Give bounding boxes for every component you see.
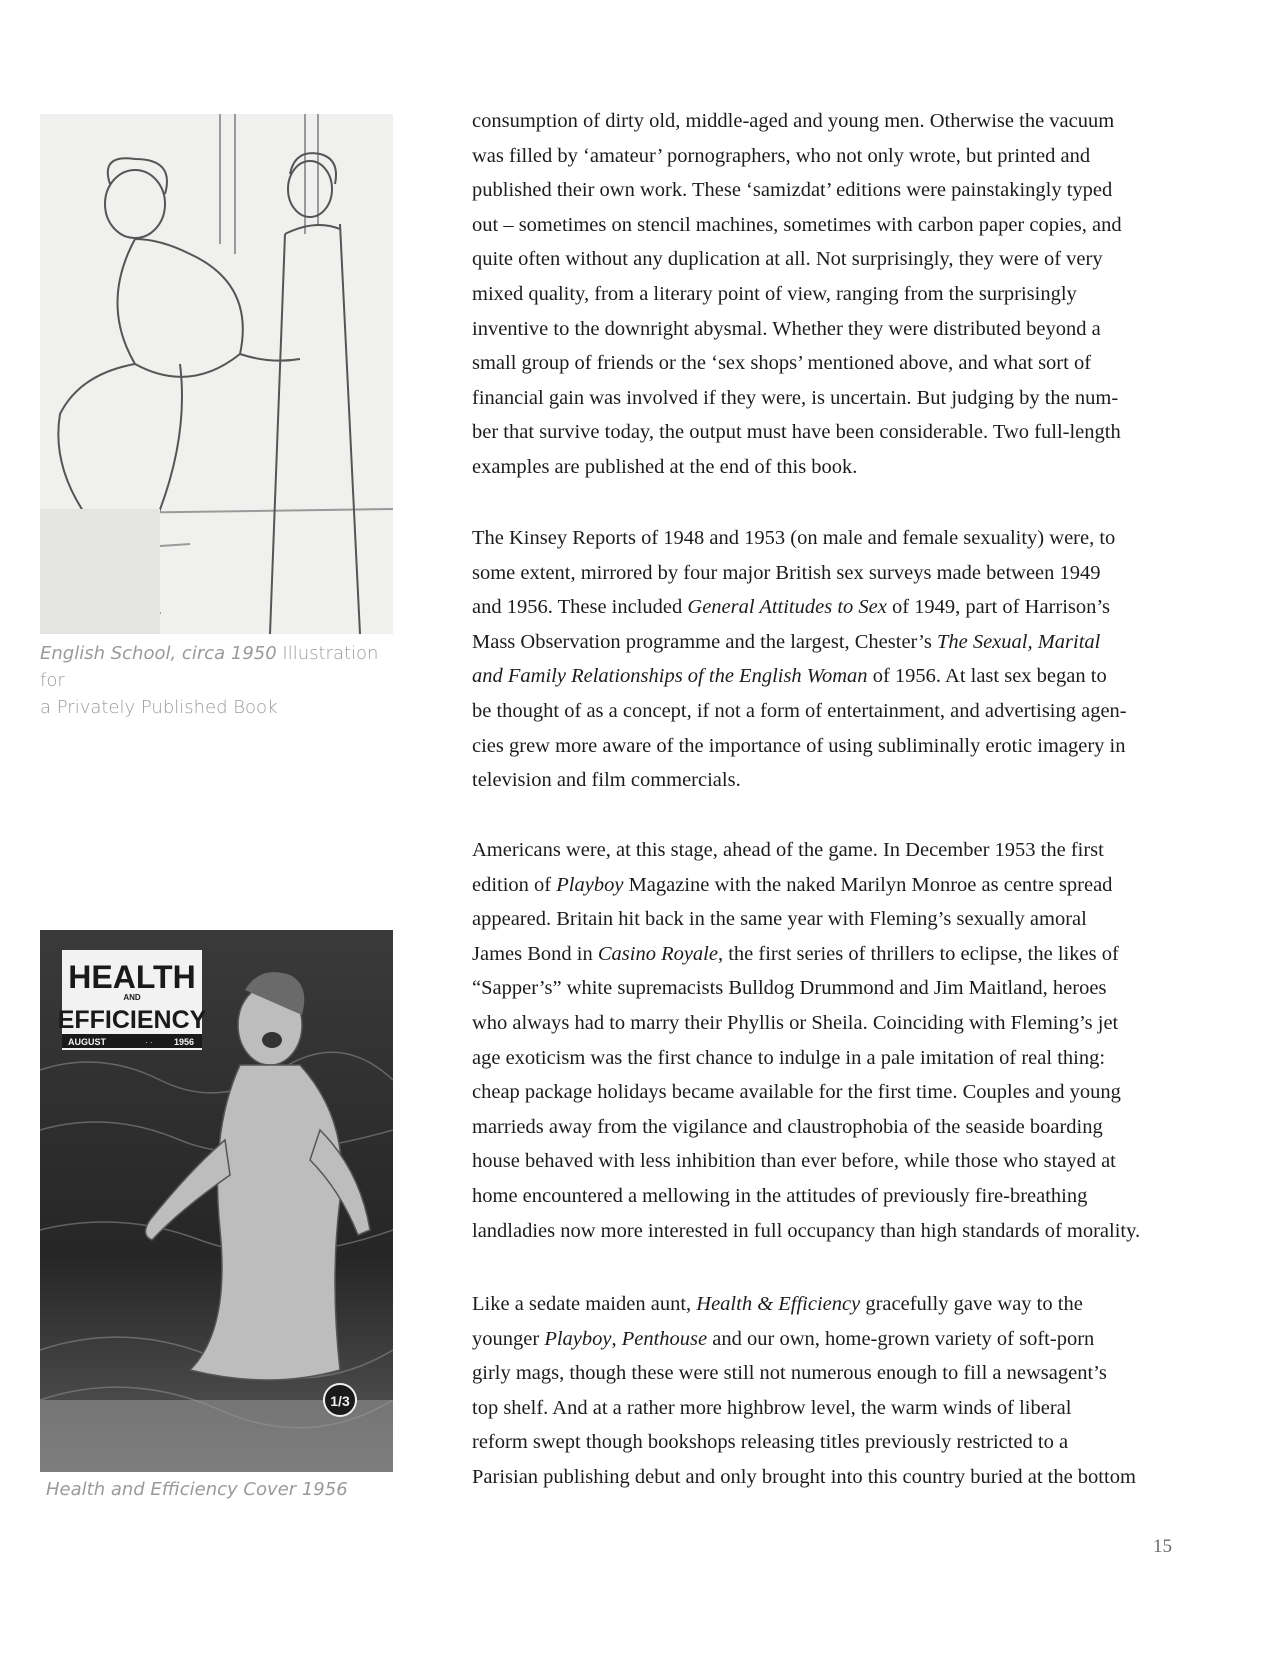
price-badge: 1/3 [330, 1393, 350, 1409]
text-run: gracefully gave way to the [860, 1293, 1083, 1315]
text-run: James Bond in [472, 942, 598, 965]
masthead-bottom: EFFICIENCY [57, 1006, 207, 1034]
p2-line [472, 659, 1174, 694]
text-run: and our own, home-grown variety of soft-porn [707, 1327, 1095, 1350]
p4-line: Parisian publishing debut and only brought into this country buried at the bottom [472, 1465, 1136, 1488]
p4-line [472, 1287, 1174, 1322]
pencil-sketch-image [40, 114, 393, 634]
text-run: , [611, 1327, 622, 1350]
p3-line: Americans were, at this stage, ahead of the game. In December 1953 the first [472, 839, 1104, 861]
masthead-top: HEALTH [68, 959, 196, 995]
p3-line: appeared. Britain hit back in the same year with Fleming’s sexually amoral [472, 908, 1087, 931]
text-run: younger [472, 1327, 545, 1350]
cover-year: 1956 [174, 1037, 195, 1047]
p1-line: quite often without any duplication at all. Not surprisingly, they were of very [472, 248, 1103, 271]
p3-line [472, 868, 1174, 903]
p2-line: be thought of as a concept, if not a form of entertainment, and advertising agen- [472, 699, 1127, 722]
p1-line: small group of friends or the ‘sex shops’ mentioned above, and what sort of [472, 352, 1092, 375]
text-run: Magazine with the naked Marilyn Monroe as centre spread [623, 873, 1113, 896]
p3-line: who always had to marry their Phyllis or Sheila. Coinciding with Fleming’s jet [472, 1011, 1119, 1034]
text-run: Like a sedate maiden aunt, [472, 1293, 697, 1315]
body-paragraph-1 [472, 104, 1174, 485]
cover-month: AUGUST [68, 1037, 106, 1047]
p3-line [472, 937, 1174, 972]
p3-line: “Sapper’s” white supremacists Bulldog Drummond and Jim Maitland, heroes [472, 977, 1107, 1000]
book-title: The Sexual, Marital [936, 630, 1101, 653]
text-run: Mass Observation programme and the largest, Chester’s [472, 630, 937, 653]
magazine-title: Playboy [544, 1327, 612, 1350]
cover-separator: · · [145, 1038, 153, 1047]
p1-line: ber that survive today, the output must have been considerable. Two full-length [472, 421, 1121, 444]
p3-line: house behaved with less inhibition than ever before, while those who stayed at [472, 1150, 1116, 1173]
p1-line: published their own work. These ‘samizdat’ editions were painstakingly typed [472, 179, 1113, 202]
p2-line: cies grew more aware of the importance of using subliminally erotic imagery in [472, 734, 1126, 757]
text-run: , the first series of thrillers to eclipse, the likes of [717, 942, 1119, 965]
p3-line: landladies now more interested in full occupancy than high standards of morality. [472, 1219, 1141, 1242]
p4-line: reform swept though bookshops releasing titles previously restricted to a [472, 1431, 1069, 1454]
p1-line: inventive to the downright abysmal. Whether they were distributed beyond a [472, 317, 1101, 340]
text-run: of 1956. At last sex began to [867, 665, 1107, 688]
p3-line: home encountered a mellowing in the attitudes of previously fire-breathing [472, 1184, 1088, 1207]
body-paragraph-2 [472, 521, 1174, 798]
p2-line: some extent, mirrored by four major British sex surveys made between 1949 [472, 561, 1101, 584]
body-paragraph-4 [472, 1287, 1174, 1495]
body-paragraph-3 [472, 833, 1174, 1248]
p1-line: consumption of dirty old, middle-aged and young men. Otherwise the vacuum [472, 110, 1115, 132]
p1-line: examples are published at the end of this book. [472, 455, 858, 478]
p4-line [472, 1322, 1174, 1357]
magazine-title: Penthouse [621, 1327, 708, 1350]
p2-line: television and film commercials. [472, 769, 741, 792]
book-title: and Family Relationships of the English Woman [472, 665, 868, 688]
illustration-figure [40, 114, 393, 634]
p2-line: The Kinsey Reports of 1948 and 1953 (on male and female sexuality) were, to [472, 527, 1116, 549]
magazine-cover-figure [40, 930, 393, 1472]
caption-italic: English School, circa 1950 [40, 643, 277, 664]
p2-line [472, 625, 1174, 660]
p3-line: age exoticism was the first chance to indulge in a pale imitation of real thing: [472, 1046, 1106, 1069]
magazine-title: Playboy [556, 873, 624, 896]
p1-line: financial gain was involved if they were, is uncertain. But judging by the num- [472, 386, 1119, 409]
book-title: Casino Royale [597, 942, 718, 965]
caption-line2: a Privately Published Book [40, 697, 278, 718]
caption-rest: Illustration for [40, 643, 379, 691]
p1-line: mixed quality, from a literary point of view, ranging from the surprisingly [472, 282, 1077, 305]
p4-line: top shelf. And at a rather more highbrow level, the warm winds of liberal [472, 1396, 1072, 1419]
masthead-and: AND [123, 993, 141, 1002]
text-run: edition of [472, 873, 557, 896]
p3-line: cheap package holidays became available for the first time. Couples and young [472, 1081, 1121, 1104]
text-run: of 1949, part of Harrison’s [886, 596, 1111, 619]
book-title: General Attitudes to Sex [687, 596, 887, 619]
figure2-caption [46, 1476, 406, 1503]
p4-line: girly mags, though these were still not numerous enough to fill a newsagent’s [472, 1362, 1107, 1385]
p3-line: marrieds away from the vigilance and claustrophobia of the seaside boarding [472, 1115, 1103, 1138]
magazine-title: Health & Efficiency [696, 1293, 861, 1315]
text-run: and 1956. These included [472, 596, 688, 619]
p1-line: out – sometimes on stencil machines, sometimes with carbon paper copies, and [472, 213, 1122, 236]
figure1-caption [40, 640, 400, 721]
caption2-text: Health and Efficiency Cover 1956 [46, 1479, 348, 1500]
p1-line: was filled by ‘amateur’ pornographers, who not only wrote, but printed and [472, 144, 1091, 167]
magazine-cover-image [40, 930, 393, 1472]
p2-line [472, 590, 1174, 625]
page-number: 15 [1153, 1536, 1172, 1557]
